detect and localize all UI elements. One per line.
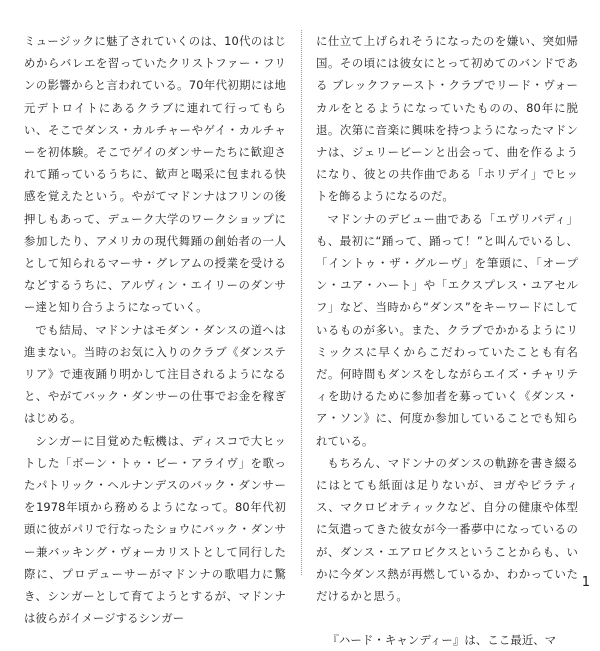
column-divider [301, 30, 302, 575]
paragraph: でも結局、マドンナはモダン・ダンスの道へは進まない。当時のお気に入りのクラブ《ダンステリア》で連夜踊り明かして注目されるようになると、やがてバック・ダンサーの仕事でお金を稼ぎはじめる。 [24, 322, 286, 426]
paragraph: ミュージックに魅了されていくのは、10代のはじめからバレエを習っていたクリストファー・フリンの影響からと言われている。70年代初期には地元デトロイトにあるクラブに連れて行ってもらい、そこでダンス・カルチャーやゲイ・カルチャーを初体験。そこでゲイのダンサーたちに歓迎されて踊っているうちに、歓声と喝采に包まれる快感を覚えたという。やがてマドンナはフリンの後押しもあって、デューク大学のワークショップに参加したり、アメリカの現代舞踊の創始者の一人として知られるマーサ・グレアムの授業を受けるなどするうちに、アルヴィン・エイリーのダンサー達と知り合うようになっていく。 [24, 34, 286, 315]
paragraph: マドンナのデビュー曲である「エヴリバディ」も、最初に“踊って、踊って！”と叫んでいるし、「イントゥ・ザ・グルーヴ」を筆頭に、「オープン・ユア・ハート」や「エクスプレス・ユアセルフ」など、当時から“ダンス”をキーワードにしているものが多い。また、クラブでかかるようにリミックスに早くからこだわっていたことも有名だ。何時間もダンスをしながらエイズ・チャリティを助けるために参加者を募っていく《ダンス・ア・ソン》に、何度か参加していることでも知られている。 [316, 211, 578, 448]
right-text-column [316, 30, 578, 651]
page-number: 1 [581, 575, 590, 590]
paragraph: もちろん、マドンナのダンスの軌跡を書き綴るにはとても紙面は足りないが、ヨガやピラティス、マクロビオティックなど、自分の健康や体型に気遣ってきた彼女が今一番夢中になっているのが、ダンス・エアロビクスということからも、いかに今ダンス熱が再燃しているか、わかっていただけるかと思う。 [316, 455, 578, 604]
paragraph: シンガーに目覚めた転機は、ディスコで大ヒットした「ボーン・トゥ・ビー・アライヴ」を歌ったパトリック・ヘルナンデスのバック・ダンサーを1978年頃から務めるようになって。80年代初頭に彼がパリで行なったショウにバック・ダンサー兼バッキング・ヴォーカリストとして同行した際に、プロデューサーがマドンナの歌唱力に驚き、シンガーとして育てようとするが、マドンナは彼らがイメージするシンガー [24, 433, 286, 626]
paragraph: に仕立て上げられそうになったのを嫌い、突如帰国。その頃には彼女にとって初めてのバンドである ブレックファースト・クラブでリード・ヴォーカルをとるようになっていたものの、80年に脱退。次第に音楽に興味を持つようになったマドンナは、ジェリービーンと出会って、曲を作るようになり、彼との共作曲である「ホリデイ」でヒットを飾るようになるのだ。 [316, 34, 578, 204]
paragraph: 『ハード・キャンディー』は、ここ最近、マ [327, 633, 557, 648]
left-text-column [24, 30, 286, 629]
